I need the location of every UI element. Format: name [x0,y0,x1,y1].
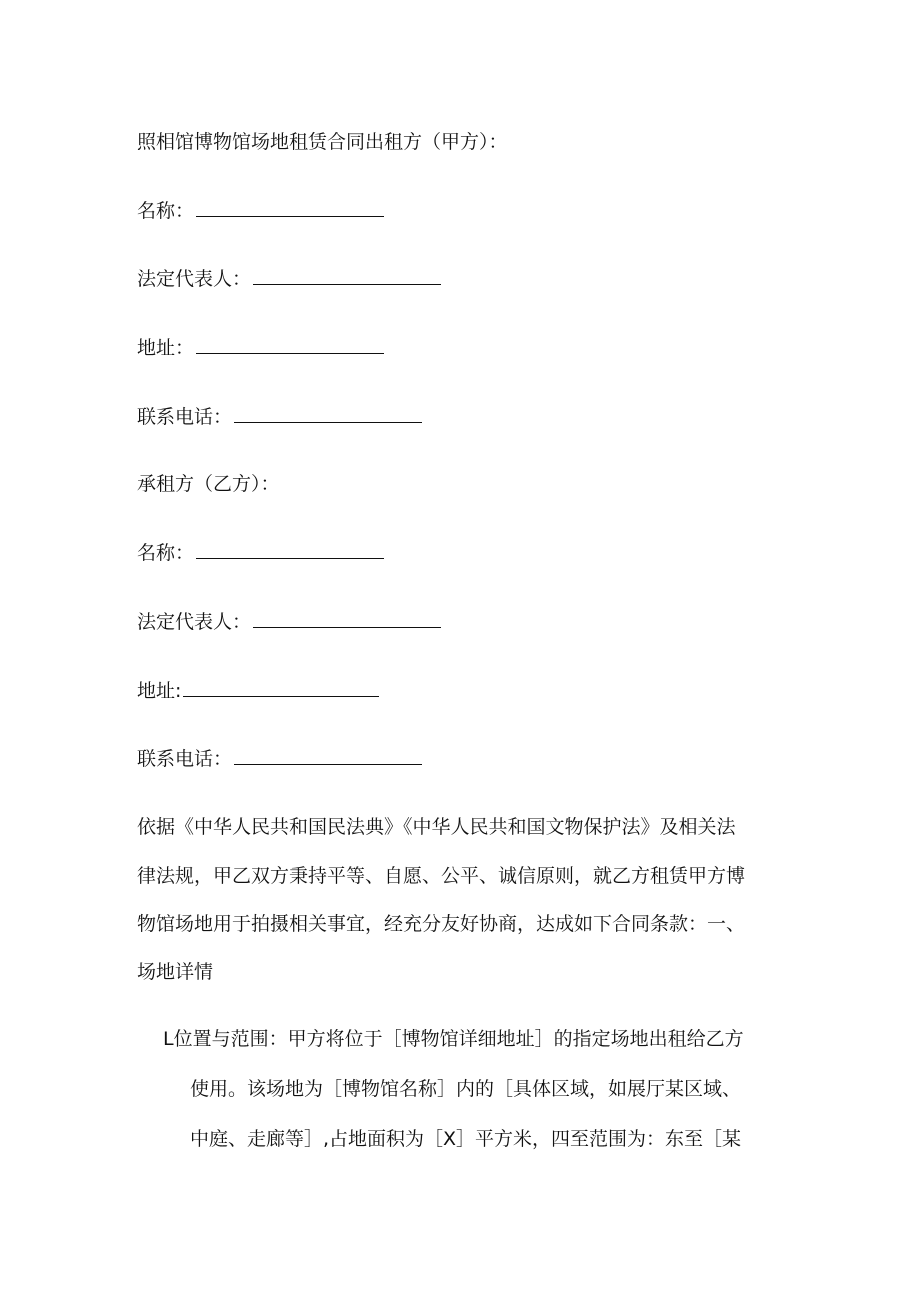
document-title [137,130,508,154]
party-a-addr-label: 地址： [137,337,195,359]
party-b-rep-row [137,609,441,634]
clause-line: 中庭、走廊等］,占地面积为［X］平方米，四至范围为：东至［某 [190,1128,742,1150]
party-b-addr-label: 地址: [137,680,182,702]
intro-line: 律法规，甲乙双方秉持平等、自愿、公平、诚信原则，就乙方租赁甲方博 [137,865,746,887]
clause-line: 使用。该场地为［博物馆名称］内的［具体区域，如展厅某区域、 [190,1078,742,1100]
party-b-addr-blank[interactable] [183,678,379,697]
party-b-heading-text: 承租方（乙方）： [137,473,280,495]
party-a-addr-blank[interactable] [196,335,384,354]
party-b-addr-row [137,678,379,703]
party-a-addr-row [137,335,384,360]
party-b-name-label: 名称： [137,542,195,564]
party-b-name-row [137,540,384,565]
party-a-name-blank[interactable] [196,198,384,217]
intro-line: 场地详情 [137,961,214,983]
title-text: 照相馆博物馆场地租赁合同出租方（甲方）： [137,131,508,153]
party-a-rep-label: 法定代表人： [137,268,252,290]
party-a-phone-blank[interactable] [234,404,422,423]
party-b-phone-label: 联系电话： [137,748,233,770]
party-a-phone-row [137,404,422,429]
party-b-name-blank[interactable] [196,540,384,559]
party-b-phone-row [137,746,422,771]
party-b-heading [137,472,280,496]
party-a-name-label: 名称： [137,200,195,222]
intro-line: 物馆场地用于拍摄相关事宜，经充分友好协商，达成如下合同条款：一、 [137,913,746,935]
party-a-name-row [137,198,384,223]
party-a-phone-label: 联系电话： [137,406,233,428]
party-b-rep-label: 法定代表人： [137,611,252,633]
party-a-rep-blank[interactable] [253,266,441,285]
party-a-rep-row [137,266,441,291]
intro-line: 依据《中华人民共和国民法典》《中华人民共和国文物保护法》及相关法 [137,816,736,838]
party-b-rep-blank[interactable] [253,609,441,628]
party-b-phone-blank[interactable] [234,746,422,765]
clause-line: L位置与范围：甲方将位于［博物馆详细地址］的指定场地出租给乙方 [163,1028,744,1050]
